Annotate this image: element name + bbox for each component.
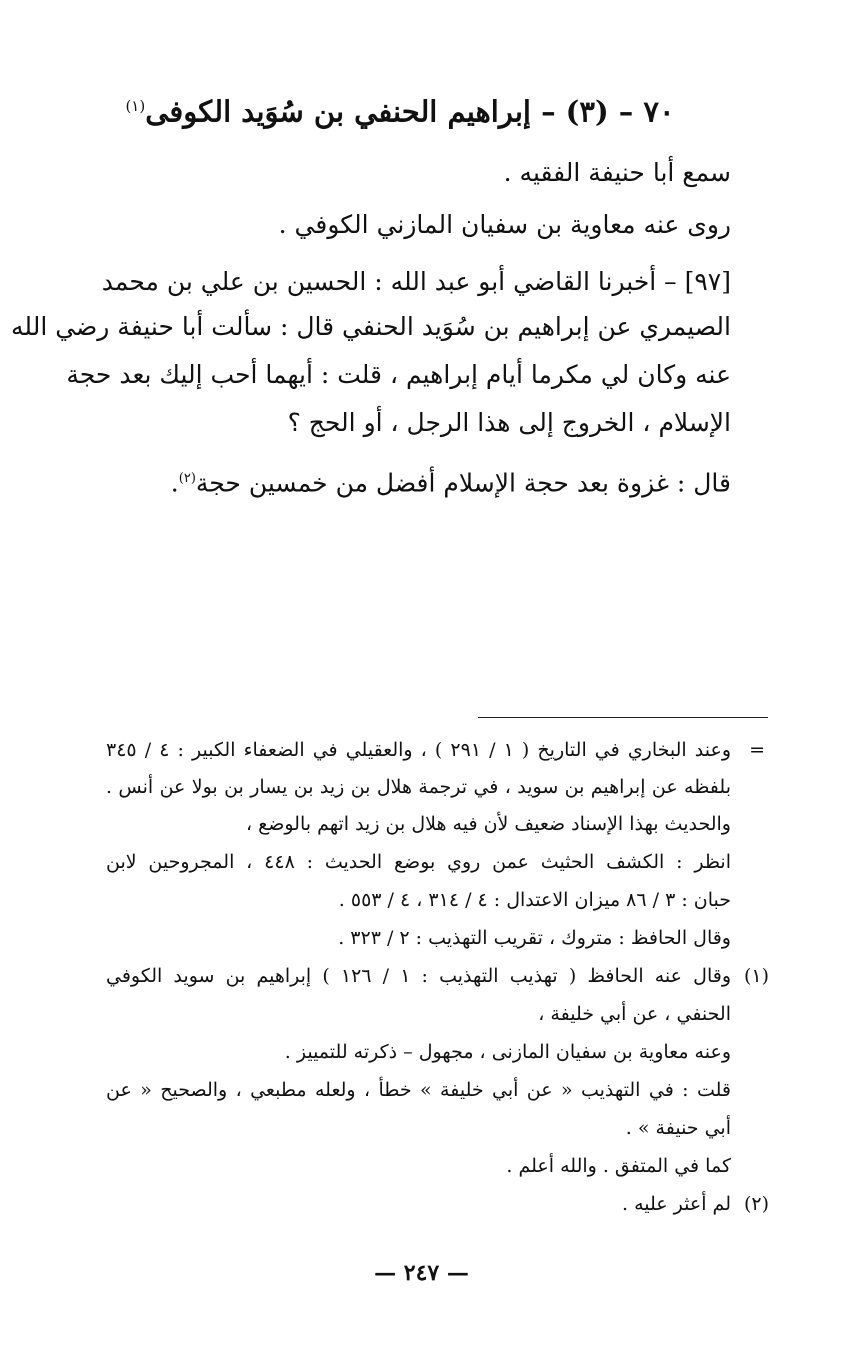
footnote-separator [478, 717, 768, 718]
hadith-line-3: عنه وكان لي مكرما أيام إبراهيم ، قلت : أيهما أحب إليك بعد حجة [66, 360, 731, 389]
hadith-footnote-ref: (٢) [178, 471, 196, 486]
footnote-cont-line: وعند البخاري في التاريخ ( ١ / ٢٩١ ) ، والعقيلي في الضعفاء الكبير : ٤ / ٣٤٥ [106, 739, 732, 761]
page-number: — ٢٤٧ — [374, 1260, 469, 1286]
footnote-1-line: وقال عنه الحافظ ( تهذيب التهذيب : ١ / ١٢٦ ) إبراهيم بن سويد الكوفي [106, 965, 731, 987]
footnote-cont-line: بلفظه عن إبراهيم بن سويد ، في ترجمة هلال بن زيد بن يسار بن بولا عن أنس . [106, 776, 731, 798]
hadith-line-2: الصيمري عن إبراهيم بن سُوَيد الحنفي قال : سألت أبا حنيفة رضي الله [11, 312, 731, 341]
hadith-line-1: [٩٧] – أخبرنا القاضي أبو عبد الله : الحسين بن علي بن محمد [101, 267, 731, 296]
footnote-1-line: أبي حنيفة » . [625, 1117, 731, 1139]
entry-heard-line: سمع أبا حنيفة الفقيه . [503, 158, 731, 187]
footnote-cont-line: وقال الحافظ : متروك ، تقريب التهذيب : ٢ / ٣٢٣ . [338, 927, 731, 949]
footnote-1-line: قلت : في التهذيب « عن أبي خليفة » خطأ ، ولعله مطبعي ، والصحيح « عن [106, 1079, 731, 1101]
hadith-line-5 [171, 462, 731, 500]
heading-footnote-ref: (١) [125, 97, 146, 115]
footnote-2-line: لم أعثر عليه . [622, 1193, 731, 1215]
footnote-1-line: وعنه معاوية بن سفيان المازنى ، مجهول – ذكرته للتمييز . [284, 1041, 731, 1063]
footnote-1-mark: (١) [743, 965, 769, 987]
footnote-cont-line: انظر : الكشف الحثيث عمن روي بوضع الحديث : ٤٤٨ ، المجروحين لابن [106, 851, 731, 873]
footnote-1-line: كما في المتفق . والله أعلم . [506, 1155, 731, 1177]
hadith-line-5-end: . [170, 468, 179, 498]
hadith-line-5-text: قال : غزوة بعد حجة الإسلام أفضل من خمسين حجة [195, 468, 731, 498]
footnote-continuation-mark: = [749, 739, 765, 761]
footnote-2-mark: (٢) [743, 1193, 769, 1215]
footnote-1-line: الحنفي ، عن أبي خليفة ، [538, 1003, 731, 1025]
entry-heading [120, 86, 680, 132]
entry-narrated-line: روى عنه معاوية بن سفيان المازني الكوفي . [278, 210, 731, 239]
footnote-cont-line: حبان : ٣ / ٨٦ ميزان الاعتدال : ٤ / ٣١٤ ، ٤ / ٥٥٣ . [338, 889, 731, 911]
hadith-line-4: الإسلام ، الخروج إلى هذا الرجل ، أو الحج ؟ [287, 408, 731, 437]
entry-heading-text: ٧٠ – (٣) – إبراهيم الحنفي بن سُوَيد الكوفى [145, 94, 675, 129]
footnote-cont-line: والحديث بهذا الإسناد ضعيف لأن فيه هلال بن زيد اتهم بالوضع ، [245, 813, 731, 835]
